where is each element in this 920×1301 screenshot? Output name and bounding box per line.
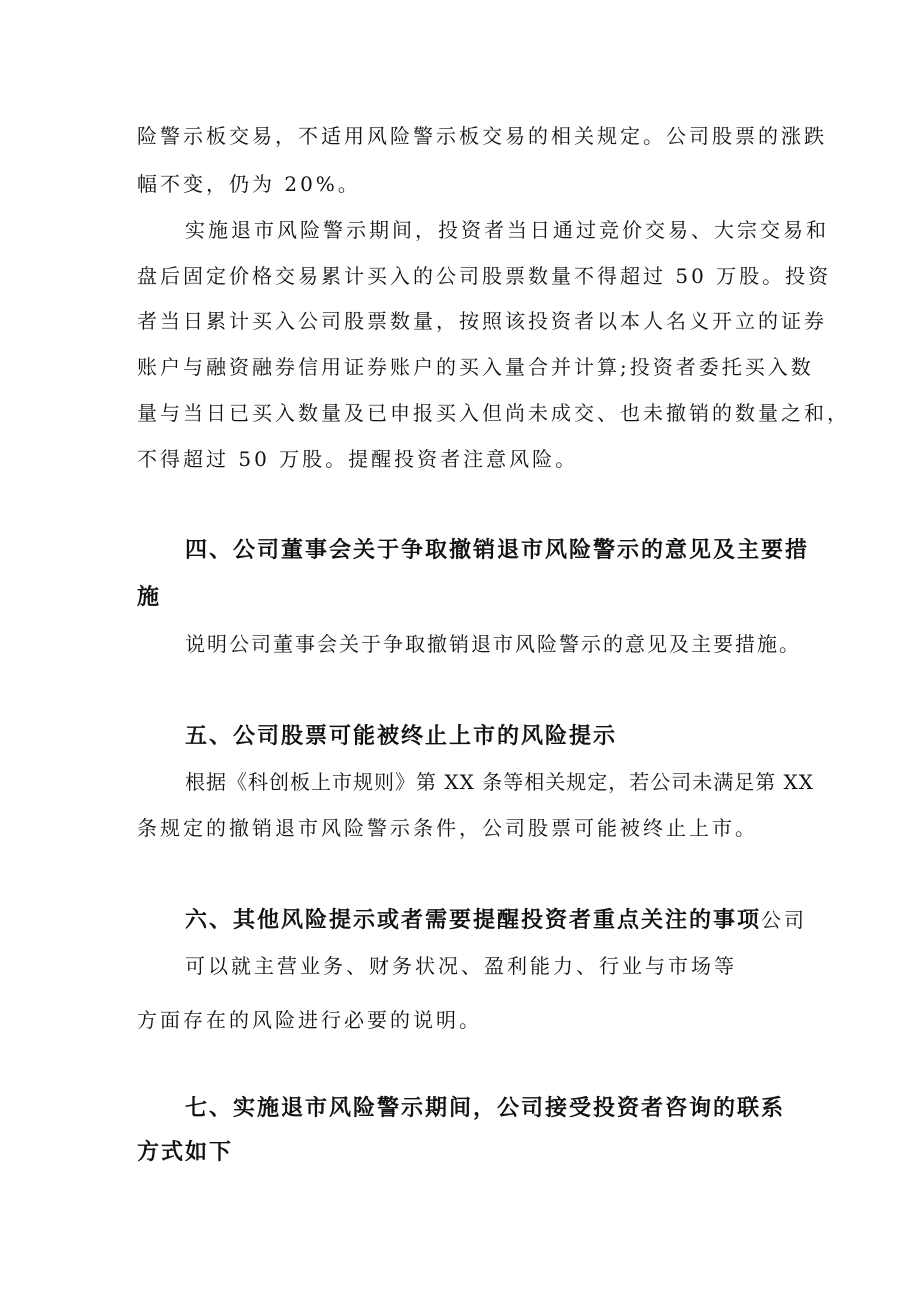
paragraph-line: 账户与融资融券信用证券账户的买入量合并计算;投资者委托买入数 [137,355,814,379]
section-6-body-line: 可以就主营业务、财务状况、盈利能力、行业与市场等 [185,954,737,978]
section-6-body-line: 方面存在的风险进行必要的说明。 [137,1008,482,1032]
section-4-body: 说明公司董事会关于争取撤销退市风险警示的意见及主要措施。 [185,632,801,656]
section-6-heading-text: 六、其他风险提示或者需要提醒投资者重点关注的事项 [185,908,762,933]
section-4-heading: 四、公司董事会关于争取撤销退市风险警示的意见及主要措 [185,538,810,563]
paragraph-line: 实施退市风险警示期间，投资者当日通过竞价交易、大宗交易和 [185,218,829,242]
section-7-heading-continued: 方式如下 [137,1140,234,1165]
section-5-body-line: 条规定的撤销退市风险警示条件，公司股票可能被终止上市。 [137,816,758,840]
paragraph-line: 者当日累计买入公司股票数量，按照该投资者以本人名义开立的证券 [137,309,827,333]
section-4-heading-continued: 施 [137,585,162,610]
section-6-heading-tail: 公司 [761,908,808,932]
section-7-heading: 七、实施退市风险警示期间，公司接受投资者咨询的联系 [185,1096,786,1121]
section-5-heading: 五、公司股票可能被终止上市的风险提示 [185,724,618,749]
section-6-heading [185,910,807,932]
section-5-body-line: 根据《科创板上市规则》第 XX 条等相关规定，若公司未满足第 XX [185,770,815,794]
paragraph-line: 盘后固定价格交易累计买入的公司股票数量不得超过 50 万股。投资 [137,264,832,288]
paragraph-line: 量与当日已买入数量及已申报买入但尚未成交、也未撤销的数量之和， [137,401,850,425]
paragraph-line: 幅不变，仍为 20%。 [137,172,361,196]
paragraph-line: 险警示板交易，不适用风险警示板交易的相关规定。公司股票的涨跌 [137,124,827,148]
paragraph-line: 不得超过 50 万股。提醒投资者注意风险。 [137,447,579,471]
